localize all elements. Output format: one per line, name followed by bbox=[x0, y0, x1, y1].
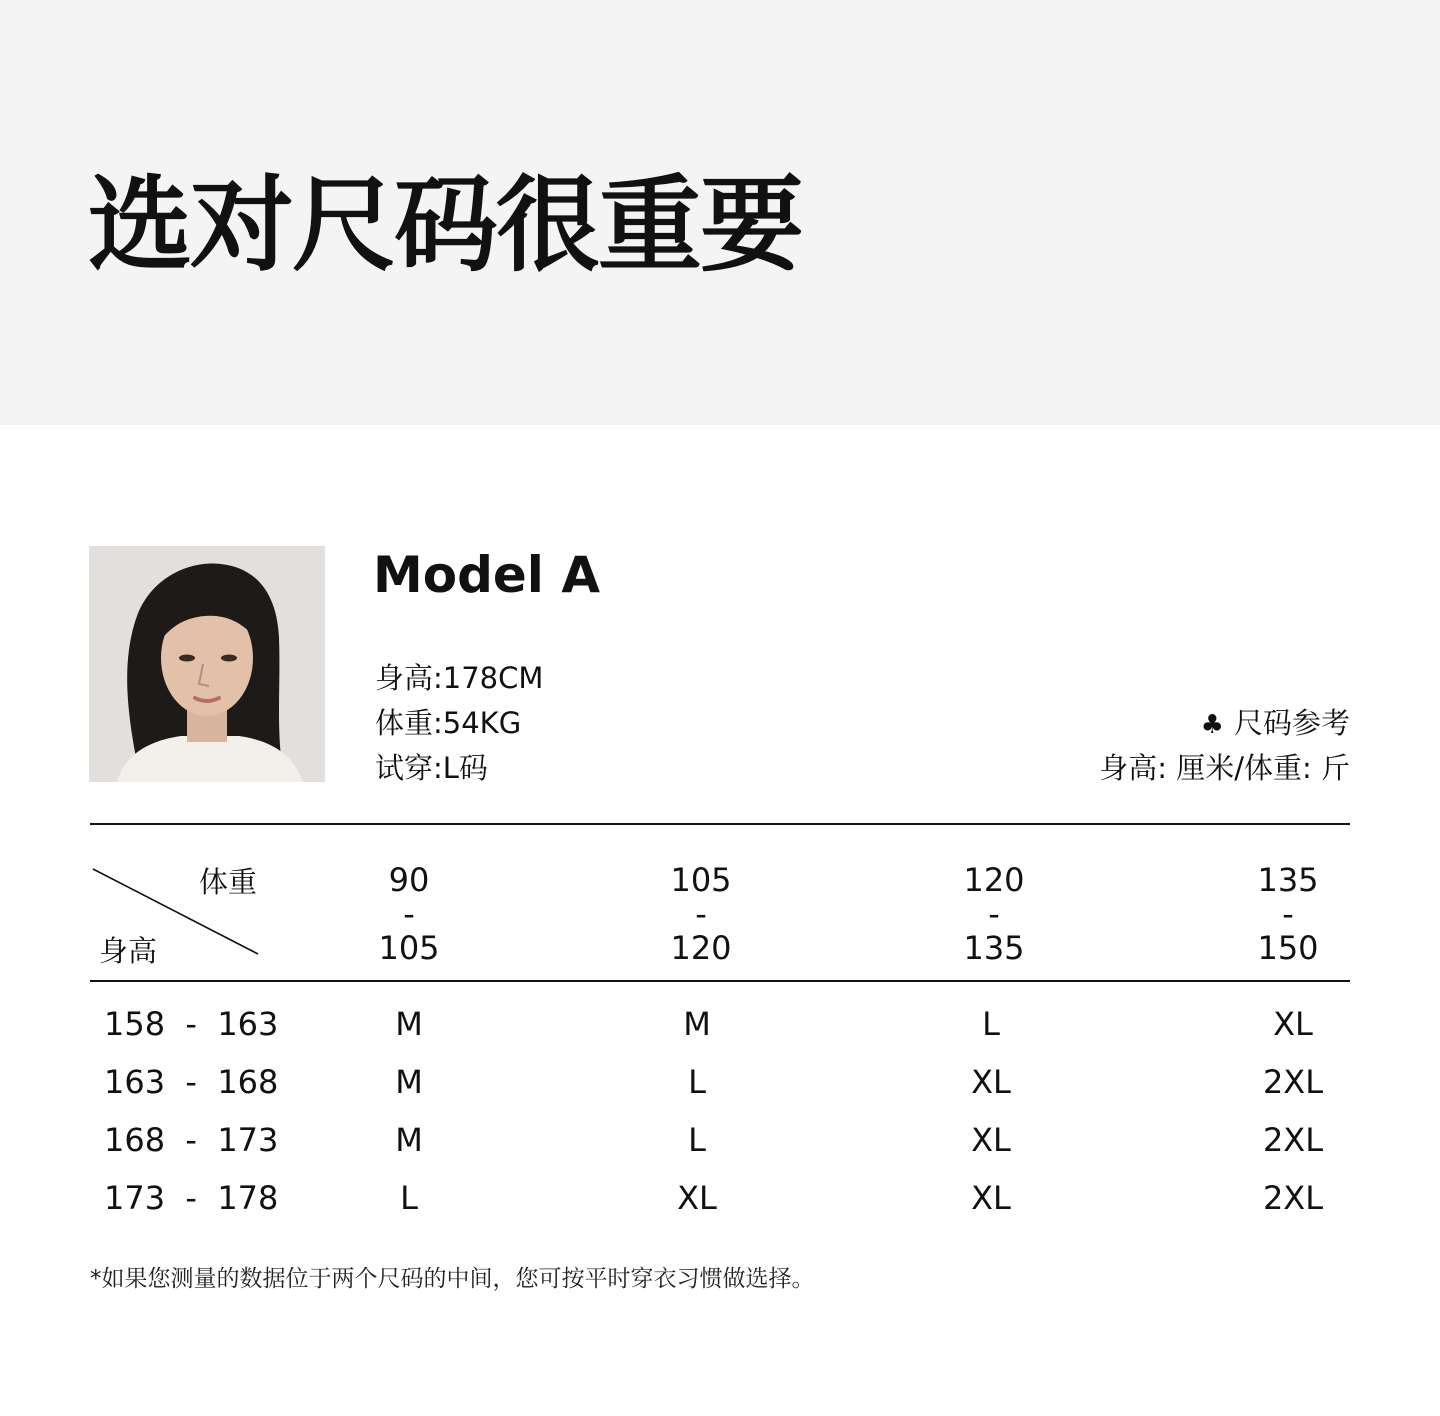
size-cell: 2XL bbox=[1262, 1063, 1324, 1101]
weight-range-to: 150 bbox=[1257, 929, 1319, 967]
size-cell: L bbox=[982, 1005, 1000, 1043]
height-range-cell: 163 - 168 bbox=[104, 1063, 279, 1101]
page-title: 选对尺码很重要 bbox=[88, 164, 803, 286]
size-cell: XL bbox=[1273, 1005, 1313, 1043]
size-cell: L bbox=[688, 1121, 706, 1159]
size-cell: M bbox=[395, 1063, 423, 1101]
size-cell: 2XL bbox=[1262, 1121, 1324, 1159]
weight-range-from: 90 bbox=[388, 861, 430, 899]
size-cell: XL bbox=[677, 1179, 717, 1217]
weight-range-header bbox=[914, 862, 1074, 966]
weight-range-to: 135 bbox=[963, 929, 1025, 967]
size-cell: M bbox=[395, 1121, 423, 1159]
table-top-rule bbox=[90, 823, 1350, 825]
weight-range-header bbox=[621, 862, 781, 966]
corner-weight-label: 体重 bbox=[199, 865, 258, 899]
footnote: *如果您测量的数据位于两个尺码的中间，您可按平时穿衣习惯做选择。 bbox=[90, 1266, 815, 1292]
weight-range-header bbox=[1208, 862, 1368, 966]
model-weight: 体重:54KG bbox=[375, 706, 522, 740]
weight-range-from: 120 bbox=[963, 861, 1025, 899]
table-row bbox=[0, 1062, 1440, 1102]
model-tried-size: 试穿:L码 bbox=[375, 751, 488, 785]
size-cell: M bbox=[395, 1005, 423, 1043]
height-range-cell: 158 - 163 bbox=[104, 1005, 279, 1043]
table-row bbox=[0, 1120, 1440, 1160]
size-reference-units: 身高: 厘米/体重: 斤 bbox=[1099, 751, 1350, 785]
weight-range-to: 105 bbox=[378, 929, 440, 967]
weight-range-header bbox=[329, 862, 489, 966]
weight-range-dash: - bbox=[403, 895, 415, 933]
weight-range-dash: - bbox=[695, 895, 707, 933]
weight-range-from: 135 bbox=[1257, 861, 1319, 899]
hero-banner bbox=[0, 0, 1440, 425]
table-row bbox=[0, 1178, 1440, 1218]
size-cell: M bbox=[683, 1005, 711, 1043]
table-row bbox=[0, 1004, 1440, 1044]
size-cell: XL bbox=[971, 1063, 1011, 1101]
size-cell: XL bbox=[971, 1179, 1011, 1217]
table-header-rule bbox=[90, 980, 1350, 982]
corner-height-label: 身高 bbox=[99, 934, 158, 968]
weight-range-dash: - bbox=[1282, 895, 1294, 933]
model-name: Model A bbox=[373, 546, 601, 604]
size-cell: XL bbox=[971, 1121, 1011, 1159]
size-cell: 2XL bbox=[1262, 1179, 1324, 1217]
weight-range-from: 105 bbox=[670, 861, 732, 899]
size-cell: L bbox=[688, 1063, 706, 1101]
height-range-cell: 168 - 173 bbox=[104, 1121, 279, 1159]
height-range-cell: 173 - 178 bbox=[104, 1179, 279, 1217]
weight-range-to: 120 bbox=[670, 929, 732, 967]
club-icon: ♣ bbox=[1200, 710, 1224, 740]
model-photo bbox=[89, 546, 325, 782]
size-cell: L bbox=[400, 1179, 418, 1217]
size-reference-title bbox=[1201, 706, 1350, 742]
model-height: 身高:178CM bbox=[375, 661, 544, 695]
model-portrait-image bbox=[89, 546, 325, 782]
size-reference-label: 尺码参考 bbox=[1233, 706, 1350, 740]
weight-range-dash: - bbox=[988, 895, 1000, 933]
